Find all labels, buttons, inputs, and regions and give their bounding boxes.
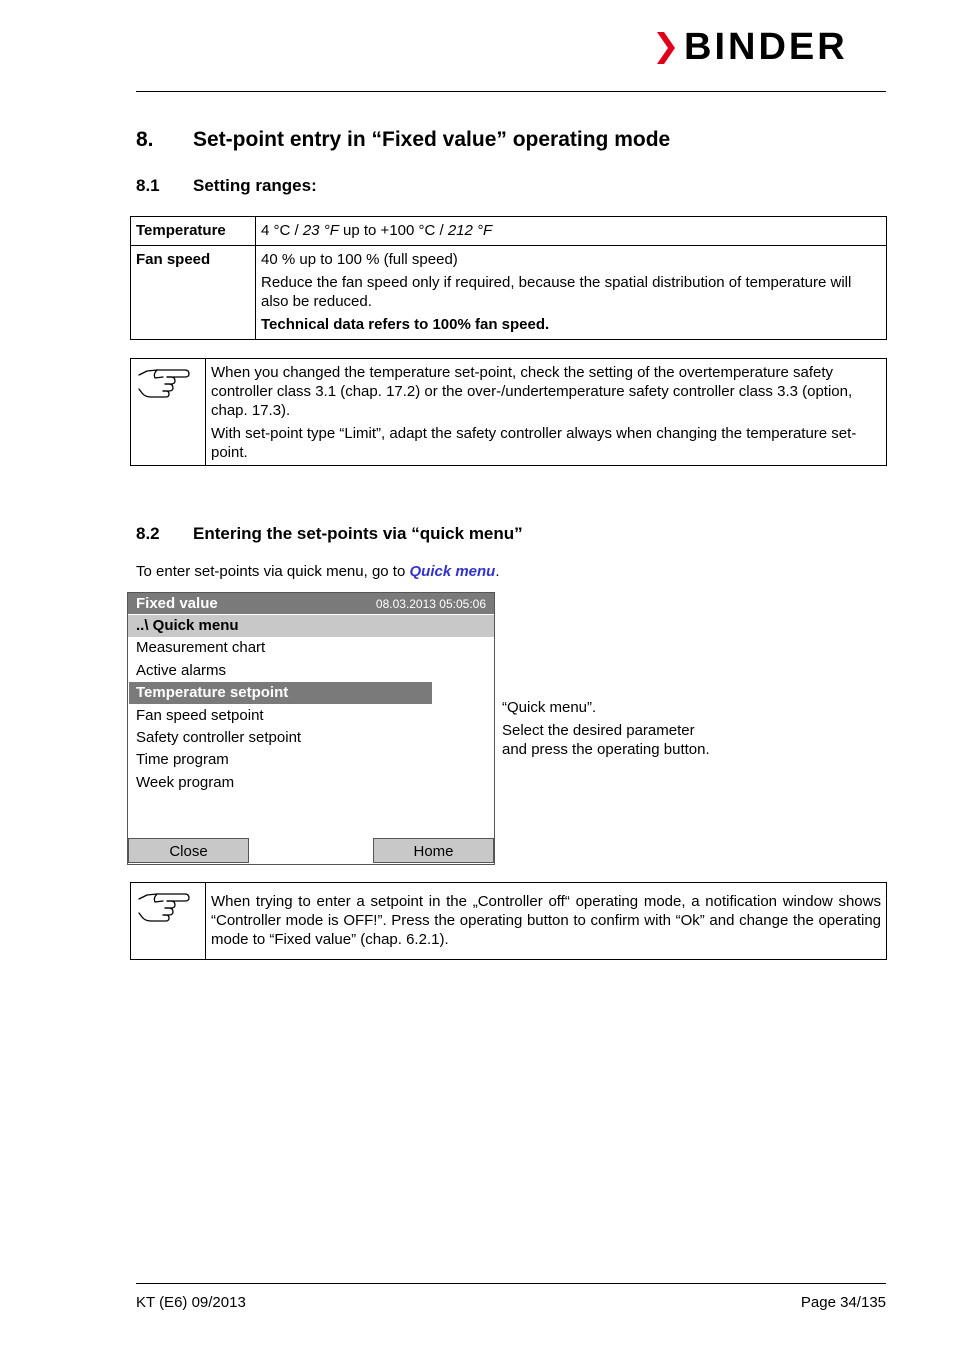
- header-rule: [136, 91, 886, 92]
- setting-ranges-table: [130, 216, 887, 340]
- close-button[interactable]: Close: [128, 838, 249, 863]
- note-paragraph: When trying to enter a setpoint in the „Controller off“ operating mode, a notification window shows “Controller mode is OFF!”. Press the operating button to confirm with “Ok” and change the operating mode to “Fixed value” (chap. 6.2.1).: [211, 893, 881, 948]
- menu-header[interactable]: [128, 615, 494, 637]
- subsection-title: [136, 176, 317, 196]
- subsection-title: [136, 524, 523, 544]
- controller-screen: [127, 592, 495, 865]
- footer-page-number: Page 34/135: [800, 1294, 886, 1311]
- section-title-text: Set-point entry in “Fixed value” operating mode: [193, 128, 671, 151]
- value-line: 40 % up to 100 % (full speed): [261, 251, 458, 268]
- note-box: [130, 882, 887, 960]
- datetime: 08.03.2013 05:05:06: [375, 597, 486, 611]
- section-title: [136, 128, 670, 152]
- side-line: Select the desired parameter: [502, 722, 695, 739]
- side-line: and press the operating button.: [502, 741, 710, 758]
- note-paragraph: With set-point type “Limit”, adapt the safety controller always when changing the temperature set-point.: [211, 425, 857, 461]
- menu-item-time-program[interactable]: Time program: [136, 751, 229, 768]
- section-number: 8.: [136, 128, 154, 151]
- brand-name: BINDER: [684, 26, 848, 68]
- note-text: [206, 359, 886, 465]
- subsection-number: 8.2: [136, 524, 160, 543]
- value-part: up to +100 °C /: [338, 222, 448, 239]
- menu-item-active-alarms[interactable]: Active alarms: [136, 662, 227, 679]
- menu-item-safety-controller-setpoint[interactable]: Safety controller setpoint: [136, 729, 302, 746]
- note-paragraph: When you changed the temperature set-point, check the setting of the overtemperature safety controller class 3.1 (chap. 17.2) or the over-/undertemperature safety controller class 3.3 (option, chap. 17.3).: [211, 364, 853, 419]
- value-part: 212 °F: [447, 222, 493, 239]
- footer-rule: [136, 1283, 886, 1284]
- value-part: 23 °F: [302, 222, 339, 239]
- side-line: “Quick menu”.: [502, 699, 597, 716]
- row-label: Temperature: [131, 217, 256, 246]
- table-row: [131, 217, 887, 246]
- subsection-number: 8.1: [136, 176, 160, 195]
- subsection-title-text: Setting ranges:: [193, 176, 317, 195]
- quick-menu-link[interactable]: Quick menu: [409, 563, 496, 580]
- row-label: Fan speed: [131, 246, 256, 340]
- pointing-hand-icon: [137, 365, 193, 401]
- footer-document-id: KT (E6) 09/2013: [136, 1294, 246, 1311]
- table-row: [131, 246, 887, 340]
- binder-logo: [654, 26, 888, 68]
- value-part: 4 °C /: [261, 222, 303, 239]
- menu-item-temperature-setpoint[interactable]: [129, 682, 432, 704]
- pointing-hand-icon: [137, 889, 193, 925]
- menu-item-measurement-chart[interactable]: Measurement chart: [136, 639, 266, 656]
- value-line: Technical data refers to 100% fan speed.: [261, 316, 550, 333]
- screen-title-bar: [128, 593, 494, 614]
- menu-item-fan-speed-setpoint[interactable]: Fan speed setpoint: [136, 707, 264, 724]
- value-line: Reduce the fan speed only if required, because the spatial distribution of temperature will also be reduced.: [261, 274, 852, 310]
- note-icon-cell: [131, 359, 206, 465]
- intro-prefix: To enter set-points via quick menu, go to: [136, 563, 410, 580]
- home-button[interactable]: Home: [373, 838, 494, 863]
- menu-header-label: ..\ Quick menu: [136, 617, 239, 634]
- operating-mode-title: Fixed value: [136, 595, 218, 612]
- row-value: [256, 217, 887, 246]
- row-value: [256, 246, 887, 340]
- note-icon-cell: [131, 883, 206, 959]
- side-description: [502, 698, 710, 759]
- intro-suffix: .: [495, 563, 500, 580]
- intro-text: [136, 563, 500, 580]
- menu-item-week-program[interactable]: Week program: [136, 774, 235, 791]
- note-box: [130, 358, 887, 466]
- menu-item-label: Temperature setpoint: [136, 684, 289, 701]
- logo-arrow-icon: [654, 30, 678, 66]
- subsection-title-text: Entering the set-points via “quick menu”: [193, 524, 523, 543]
- note-text: [206, 883, 886, 959]
